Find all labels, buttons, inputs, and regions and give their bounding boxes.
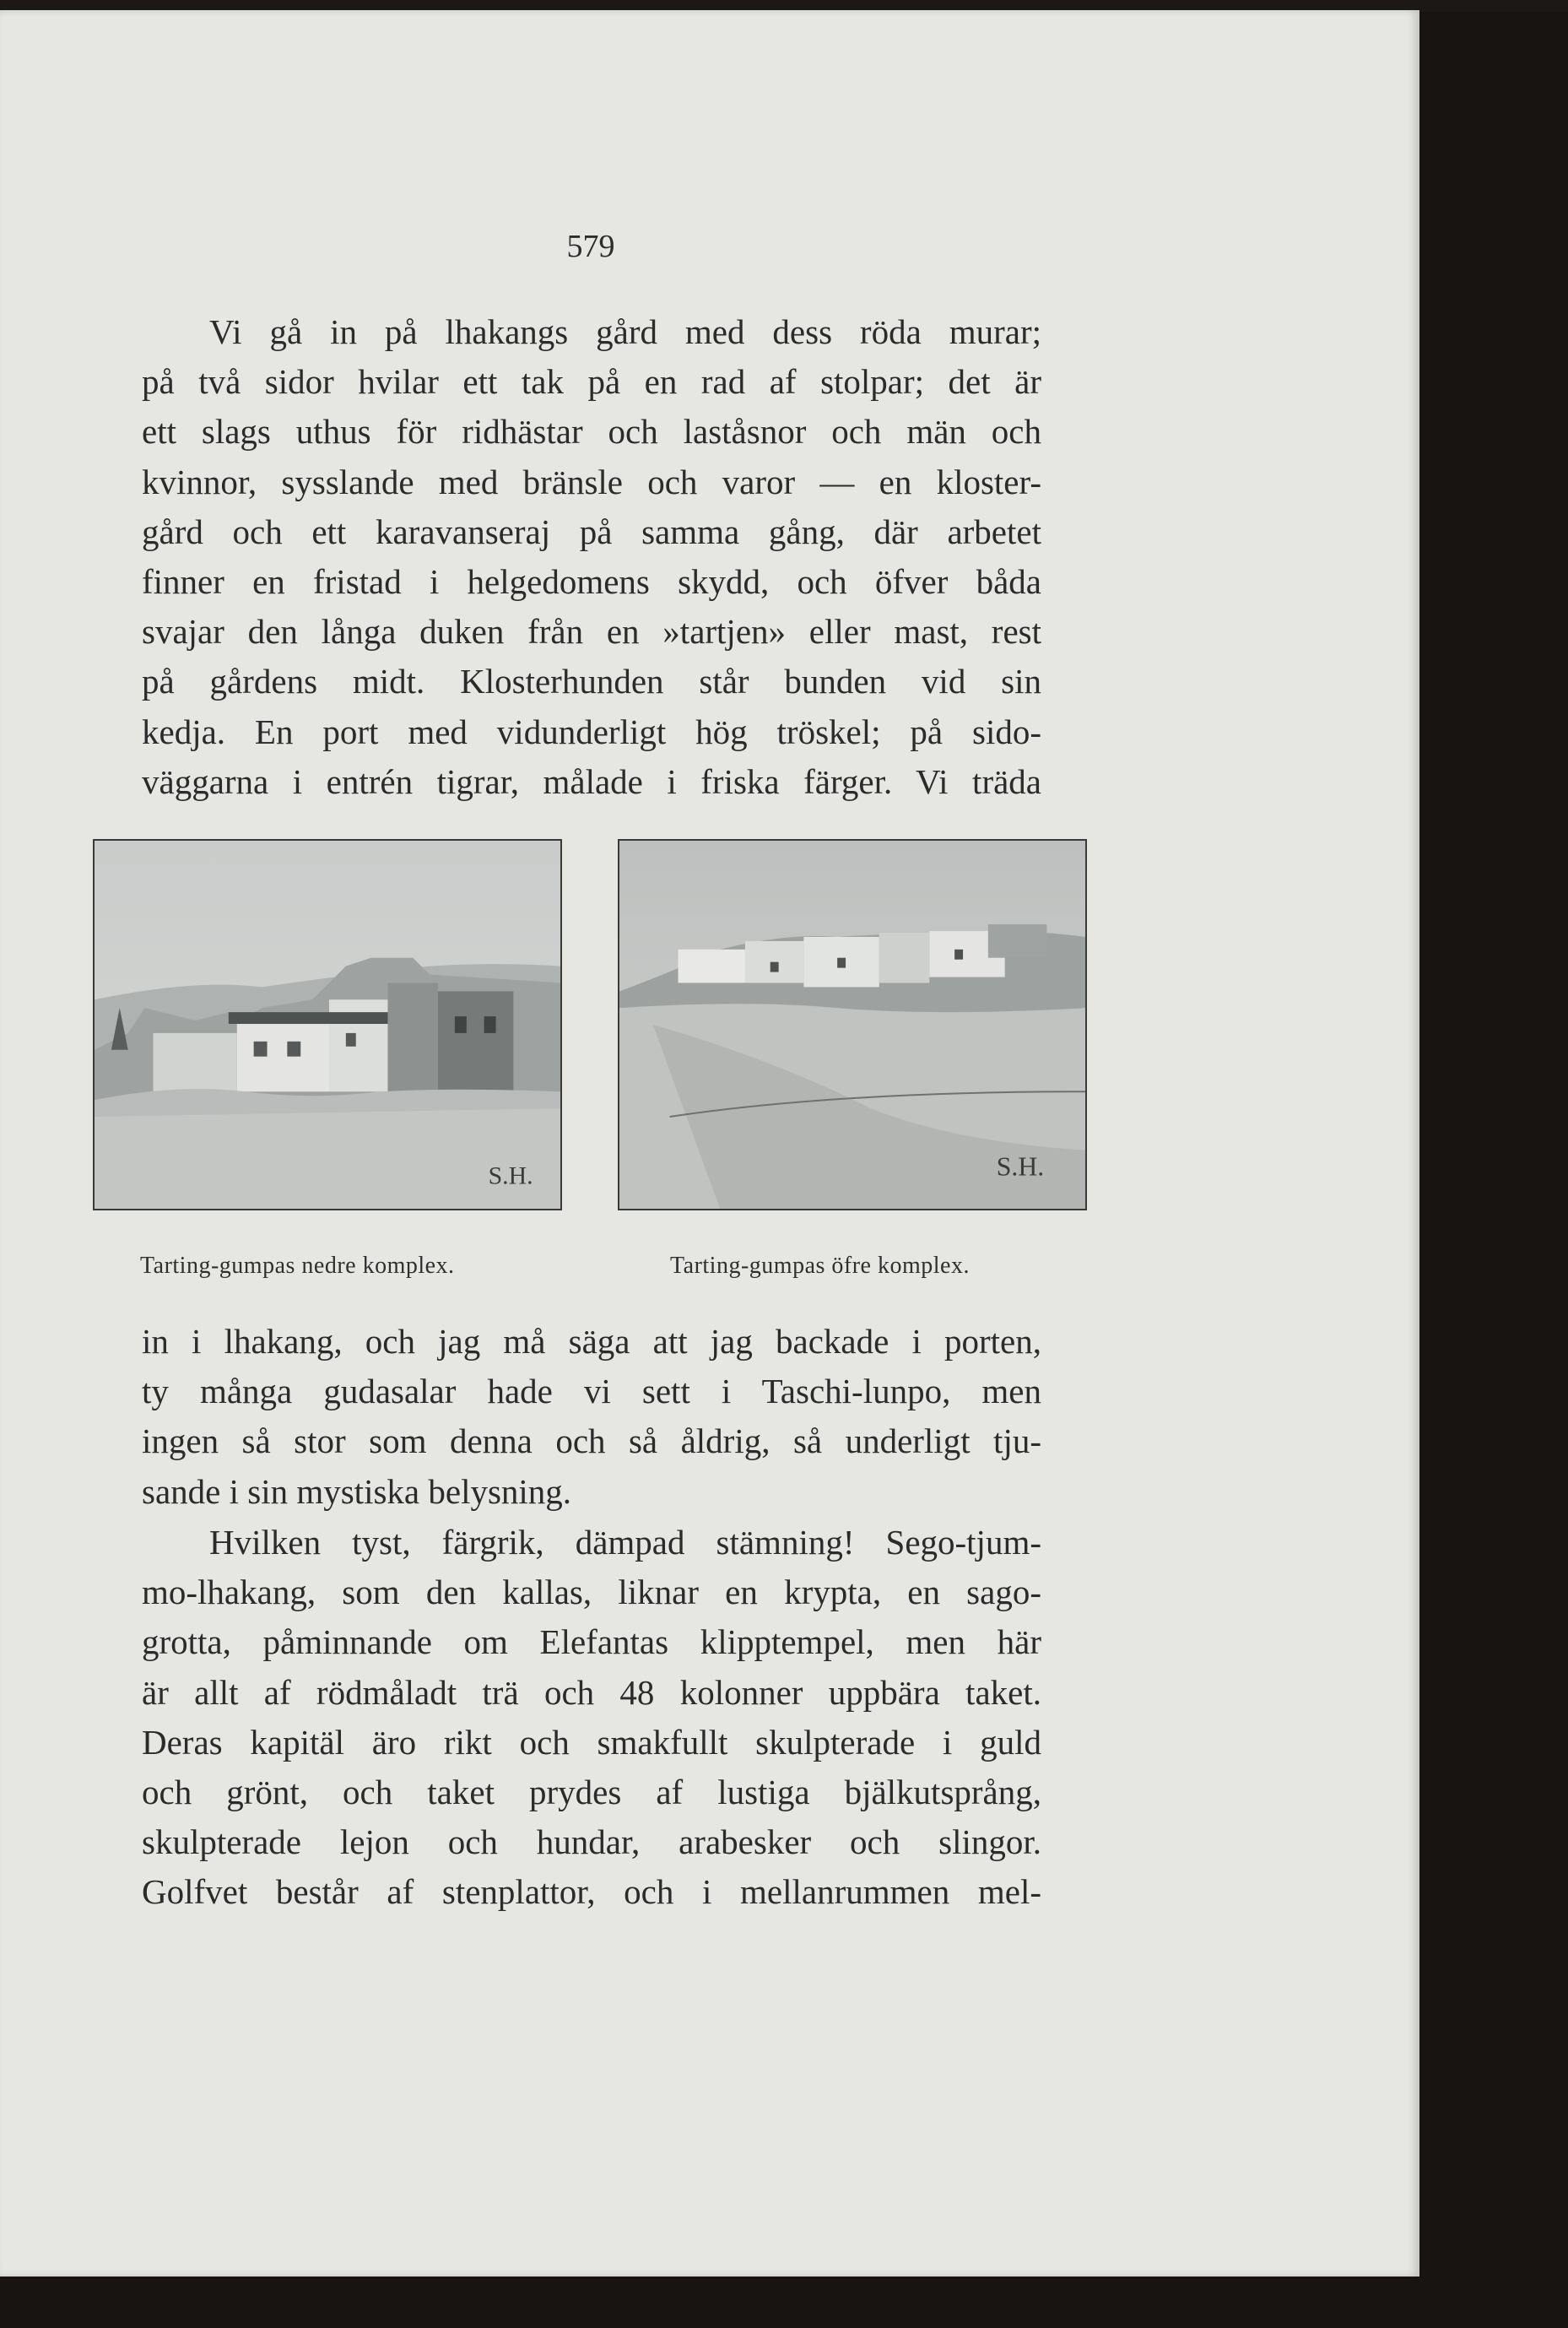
figure-caption: Tarting-gumpas öfre komplex. (670, 1253, 970, 1279)
text-line: svajar den långa duken från en »tartjen» eller mast, rest (142, 612, 1041, 652)
text-line: Deras kapitäl äro rikt och smakfullt skulpterade i guld (142, 1722, 1041, 1762)
text-line: Golfvet består af stenplattor, och i mellanrummen mel- (142, 1872, 1041, 1912)
paragraph-next (142, 1518, 1041, 1918)
sketch-lower-complex (95, 841, 560, 1209)
artist-signature: S.H. (488, 1161, 533, 1190)
illustration-lower-complex (93, 839, 562, 1210)
text-line: på gårdens midt. Klosterhunden står bunden vid sin (142, 662, 1041, 701)
text-line: in i lhakang, och jag må säga att jag backade i porten, (142, 1322, 1041, 1361)
page-number: 579 (566, 229, 615, 264)
artist-signature: S.H. (996, 1151, 1045, 1182)
text-line: på två sidor hvilar ett tak på en rad af stolpar; det är (142, 362, 1041, 402)
text-line: ty många gudasalar hade vi sett i Taschi-lunpo, men (142, 1372, 1041, 1411)
text-line: sande i sin mystiska belysning. (142, 1471, 572, 1511)
paragraph-continued (142, 1317, 1041, 1517)
text-line: skulpterade lejon och hundar, arabesker och slingor. (142, 1822, 1041, 1862)
text-line: ett slags uthus för ridhästar och laståsnor och män och (142, 412, 1041, 452)
text-line: är allt af rödmåladt trä och 48 kolonner uppbära taket. (142, 1672, 1041, 1712)
text-line: finner en fristad i helgedomens skydd, och öfver båda (142, 562, 1041, 602)
text-line: Vi gå in på lhakangs gård med dess röda murar; (209, 312, 1041, 351)
text-line: kvinnor, sysslande med bränsle och varor — en kloster- (142, 462, 1041, 501)
book-page (0, 10, 1419, 2277)
illustration-upper-complex (618, 839, 1087, 1210)
sketch-upper-complex (619, 841, 1085, 1209)
text-line: väggarna i entrén tigrar, målade i friska färger. Vi träda (142, 761, 1041, 801)
text-line: gård och ett karavanseraj på samma gång, där arbetet (142, 512, 1041, 551)
text-line: kedja. En port med vidunderligt hög tröskel; på sido- (142, 712, 1041, 751)
figure-caption: Tarting-gumpas nedre komplex. (140, 1253, 455, 1279)
text-line: ingen så stor som denna och så åldrig, så underligt tju- (142, 1421, 1041, 1461)
text-line: grotta, påminnande om Elefantas klipptempel, men här (142, 1622, 1041, 1662)
text-line: Hvilken tyst, färgrik, dämpad stämning! Sego-tjum- (209, 1523, 1041, 1562)
text-line: och grönt, och taket prydes af lustiga bjälkutsprång, (142, 1773, 1041, 1812)
paragraph-top (142, 307, 1041, 807)
text-line: mo-lhakang, som den kallas, liknar en krypta, en sago- (142, 1573, 1041, 1612)
